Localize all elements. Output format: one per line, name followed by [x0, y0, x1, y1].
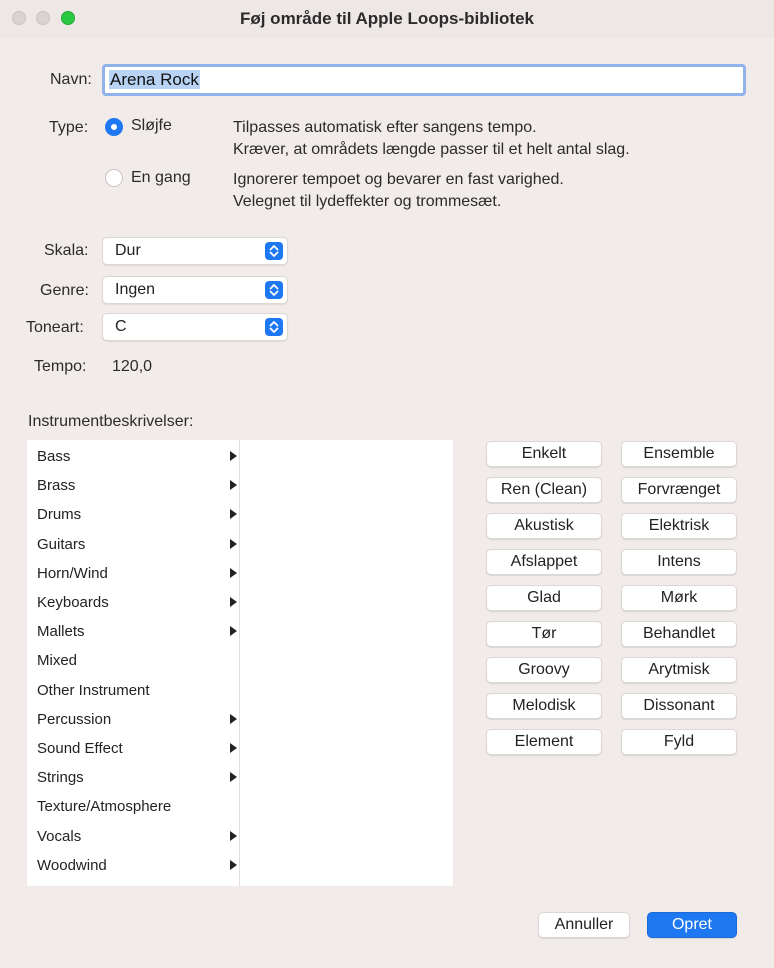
key-select[interactable]	[102, 313, 288, 341]
disclosure-arrow-icon	[230, 597, 237, 607]
tempo-value: 120,0	[112, 358, 153, 375]
list-item[interactable]	[37, 763, 237, 792]
tempo-label: Tempo:	[34, 358, 87, 375]
genre-value: Ingen	[115, 281, 156, 298]
disclosure-arrow-icon	[230, 743, 237, 753]
list-item[interactable]	[37, 559, 237, 588]
loop-description-line2: Kræver, at områdets længde passer til et helt antal slag.	[233, 141, 630, 158]
descriptor-tag-button[interactable]: Groovy	[486, 657, 602, 683]
list-item-label: Horn/Wind	[37, 564, 108, 582]
descriptor-tag-button[interactable]: Ensemble	[621, 441, 737, 467]
list-item[interactable]	[37, 471, 237, 500]
list-item-label: Strings	[37, 769, 84, 787]
disclosure-arrow-icon	[230, 509, 237, 519]
descriptor-tag-button[interactable]: Enkelt	[486, 441, 602, 467]
name-label: Navn:	[50, 71, 92, 88]
list-item-label: Vocals	[37, 827, 82, 845]
list-item-label: Mixed	[37, 652, 78, 670]
updown-arrows-icon	[265, 242, 283, 260]
list-item[interactable]	[37, 588, 237, 617]
loop-description-line1: Tilpasses automatisk efter sangens tempo.	[233, 119, 537, 136]
list-item[interactable]	[37, 646, 237, 675]
disclosure-arrow-icon	[230, 714, 237, 724]
updown-arrows-icon	[265, 318, 283, 336]
list-item[interactable]	[37, 822, 237, 851]
descriptor-tag-button[interactable]: Glad	[486, 585, 602, 611]
list-item[interactable]	[37, 851, 237, 880]
list-item[interactable]	[37, 792, 237, 821]
disclosure-arrow-icon	[230, 772, 237, 782]
list-item-label: Mallets	[37, 623, 85, 641]
create-button[interactable]: Opret	[647, 912, 737, 938]
scale-select[interactable]	[102, 237, 288, 265]
list-item[interactable]	[37, 442, 237, 471]
disclosure-arrow-icon	[230, 831, 237, 841]
list-item-label: Drums	[37, 506, 82, 524]
descriptor-tag-button[interactable]: Fyld	[621, 729, 737, 755]
instrument-browser[interactable]	[27, 440, 453, 886]
list-item[interactable]	[37, 705, 237, 734]
list-item[interactable]	[37, 530, 237, 559]
loop-description	[233, 117, 630, 161]
list-item[interactable]	[37, 617, 237, 646]
descriptor-tag-button[interactable]: Elektrisk	[621, 513, 737, 539]
name-value: Arena Rock	[110, 70, 199, 89]
descriptor-tag-button[interactable]: Afslappet	[486, 549, 602, 575]
disclosure-arrow-icon	[230, 451, 237, 461]
list-item-label: Texture/Atmosphere	[37, 798, 172, 816]
updown-arrows-icon	[265, 281, 283, 299]
descriptor-tag-button[interactable]: Melodisk	[486, 693, 602, 719]
name-field[interactable]	[102, 64, 746, 96]
disclosure-arrow-icon	[230, 539, 237, 549]
descriptor-tag-button[interactable]: Element	[486, 729, 602, 755]
list-item-label: Woodwind	[37, 856, 107, 874]
one-shot-description-line2: Velegnet til lydeffekter og trommesæt.	[233, 193, 502, 210]
descriptor-tag-button[interactable]: Behandlet	[621, 621, 737, 647]
disclosure-arrow-icon	[230, 480, 237, 490]
radio-one-shot-label[interactable]: En gang	[131, 169, 191, 186]
list-item[interactable]	[37, 734, 237, 763]
list-item[interactable]	[37, 500, 237, 529]
descriptor-tag-button[interactable]: Ren (Clean)	[486, 477, 602, 503]
instrument-sublist[interactable]	[240, 440, 453, 886]
scale-label: Skala:	[44, 242, 89, 259]
descriptor-tag-button[interactable]: Dissonant	[621, 693, 737, 719]
key-label: Toneart:	[26, 319, 84, 336]
radio-one-shot[interactable]	[105, 169, 123, 187]
cancel-button[interactable]: Annuller	[538, 912, 630, 938]
disclosure-arrow-icon	[230, 860, 237, 870]
descriptor-tag-button[interactable]: Tør	[486, 621, 602, 647]
list-item-label: Other Instrument	[37, 681, 150, 699]
one-shot-description	[233, 169, 564, 213]
descriptor-tag-button[interactable]: Arytmisk	[621, 657, 737, 683]
descriptor-tag-button[interactable]: Intens	[621, 549, 737, 575]
radio-loop-label[interactable]: Sløjfe	[131, 117, 172, 134]
list-item[interactable]	[37, 676, 237, 705]
type-label: Type:	[49, 119, 89, 136]
list-item-label: Guitars	[37, 535, 86, 553]
disclosure-arrow-icon	[230, 626, 237, 636]
key-value: C	[115, 318, 127, 335]
scale-value: Dur	[115, 242, 141, 259]
one-shot-description-line1: Ignorerer tempoet og bevarer en fast varighed.	[233, 171, 564, 188]
descriptor-tag-button[interactable]: Mørk	[621, 585, 737, 611]
list-item-label: Bass	[37, 448, 71, 465]
list-item-label: Brass	[37, 477, 76, 495]
genre-select[interactable]	[102, 276, 288, 304]
list-item-label: Keyboards	[37, 594, 109, 611]
window-title: Føj område til Apple Loops-bibliotek	[239, 9, 535, 28]
title-bar	[0, 0, 774, 38]
list-item-label: Sound Effect	[37, 740, 123, 757]
descriptor-tag-button[interactable]: Forvrænget	[621, 477, 737, 503]
descriptors-heading: Instrumentbeskrivelser:	[28, 413, 194, 430]
disclosure-arrow-icon	[230, 568, 237, 578]
list-item-label: Percussion	[37, 710, 112, 728]
descriptor-tag-button[interactable]: Akustisk	[486, 513, 602, 539]
radio-loop[interactable]	[105, 118, 123, 136]
instrument-list[interactable]	[27, 440, 240, 886]
genre-label: Genre:	[40, 282, 89, 299]
